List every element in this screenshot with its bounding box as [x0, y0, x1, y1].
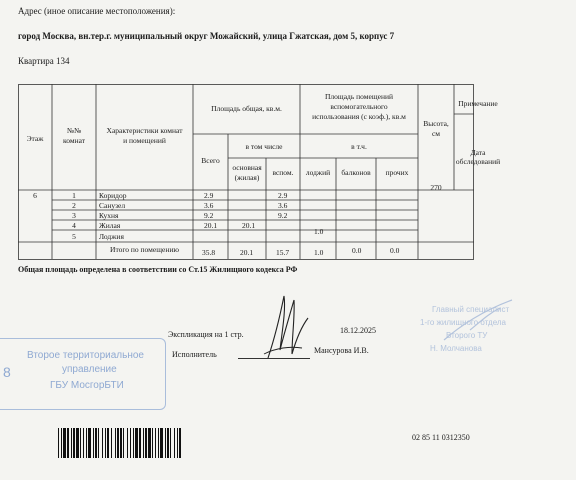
header-main-1: основная: [232, 163, 262, 172]
row1-aux: 2.9: [278, 191, 288, 200]
header-characteristics-1: Характеристики комнат: [106, 126, 183, 135]
executor-signature: [262, 288, 312, 364]
row2-total: 3.6: [204, 201, 214, 210]
row3-aux: 9.2: [278, 211, 288, 220]
header-aux-area-1: Площадь помещений: [325, 92, 393, 101]
ghost-signature: [440, 296, 520, 346]
explication-table: [18, 84, 501, 260]
explication-pages: Экспликация на 1 стр.: [168, 330, 244, 339]
executor-label: Исполнитель: [172, 350, 217, 359]
header-survey-date: Дата обследований: [455, 148, 501, 166]
row2-aux: 3.6: [278, 201, 288, 210]
header-aux-area-3: использования (с коэф.), кв.м: [312, 112, 406, 121]
row3-name: Кухня: [99, 211, 119, 220]
header-height-1: Высота,: [423, 119, 449, 128]
header-room-no-1: №№: [66, 126, 82, 135]
header-room-no-2: комнат: [62, 136, 86, 145]
row4-total: 20.1: [204, 221, 218, 230]
apartment-number: Квартира 134: [18, 56, 70, 66]
address-label: Адрес (иное описание местоположения):: [18, 6, 176, 16]
row3-total: 9.2: [204, 211, 214, 220]
header-total-area: Площадь общая, кв.м.: [211, 104, 282, 113]
totals-other: 0.0: [390, 246, 400, 255]
totals-main: 20.1: [240, 248, 254, 257]
totals-label: Итого по помещению: [110, 245, 179, 254]
ghost-stamp-line2: 1-го жилищного отдела: [420, 318, 506, 327]
address-text: город Москва, вн.тер.г. муниципальный округ Можайский, улица Гжатская, дом 5, корпус 7: [18, 31, 395, 41]
row5-no: 5: [72, 232, 76, 241]
row1-height: 270: [430, 183, 442, 192]
area-note: Общая площадь определена в соответствии со Ст.15 Жилищного кодекса РФ: [18, 265, 298, 274]
row4-main: 20.1: [242, 221, 256, 230]
stamp-line1: Второе территориальное: [27, 350, 144, 361]
document-barcode: [58, 428, 182, 458]
header-aux-area-2: вспомогательного: [330, 102, 388, 111]
header-total: Всего: [201, 156, 220, 165]
totals-loggia: 1.0: [314, 248, 324, 257]
row1-no: 1: [72, 191, 76, 200]
totals-total: 35.8: [202, 248, 216, 257]
row4-name: Жилая: [99, 221, 121, 230]
header-including: в том числе: [245, 142, 283, 151]
header-aux: вспом.: [272, 168, 294, 177]
header-main-2: (жилая): [234, 173, 260, 182]
header-loggias: лоджий: [305, 168, 331, 177]
header-characteristics-2: и помещений: [123, 136, 166, 145]
row2-no: 2: [72, 201, 76, 210]
row1-floor: 6: [33, 191, 37, 200]
row1-total: 2.9: [204, 191, 214, 200]
stamp-number: 8: [3, 364, 11, 380]
header-other: прочих: [385, 168, 409, 177]
stamp-line2: управление: [62, 364, 117, 375]
document-number: 02 85 11 0312350: [412, 433, 470, 442]
header-height-2: см: [431, 129, 441, 138]
header-floor: Этаж: [26, 134, 44, 143]
ghost-stamp-line1: Главный специалист: [432, 305, 510, 314]
row1-name: Коридор: [99, 191, 127, 200]
ghost-stamp-line4: Н. Молчанова: [430, 344, 482, 353]
header-balconies: балконов: [341, 168, 371, 177]
row3-no: 3: [72, 211, 76, 220]
totals-balcony: 0.0: [352, 246, 362, 255]
row2-name: Санузел: [99, 201, 126, 210]
stamp-line3: ГБУ МосгорБТИ: [50, 380, 124, 391]
header-note: Примечание: [458, 99, 498, 108]
ghost-stamp-line3: Второго ТУ: [446, 331, 488, 340]
row4-no: 4: [72, 221, 76, 230]
row5-name: Лоджия: [99, 232, 124, 241]
header-incl-short: в т.ч.: [351, 142, 367, 151]
executor-name: Мансурова И.В.: [314, 346, 369, 355]
totals-aux: 15.7: [276, 248, 290, 257]
document-date: 18.12.2025: [340, 326, 376, 335]
row5-loggia: 1.0: [314, 227, 324, 236]
